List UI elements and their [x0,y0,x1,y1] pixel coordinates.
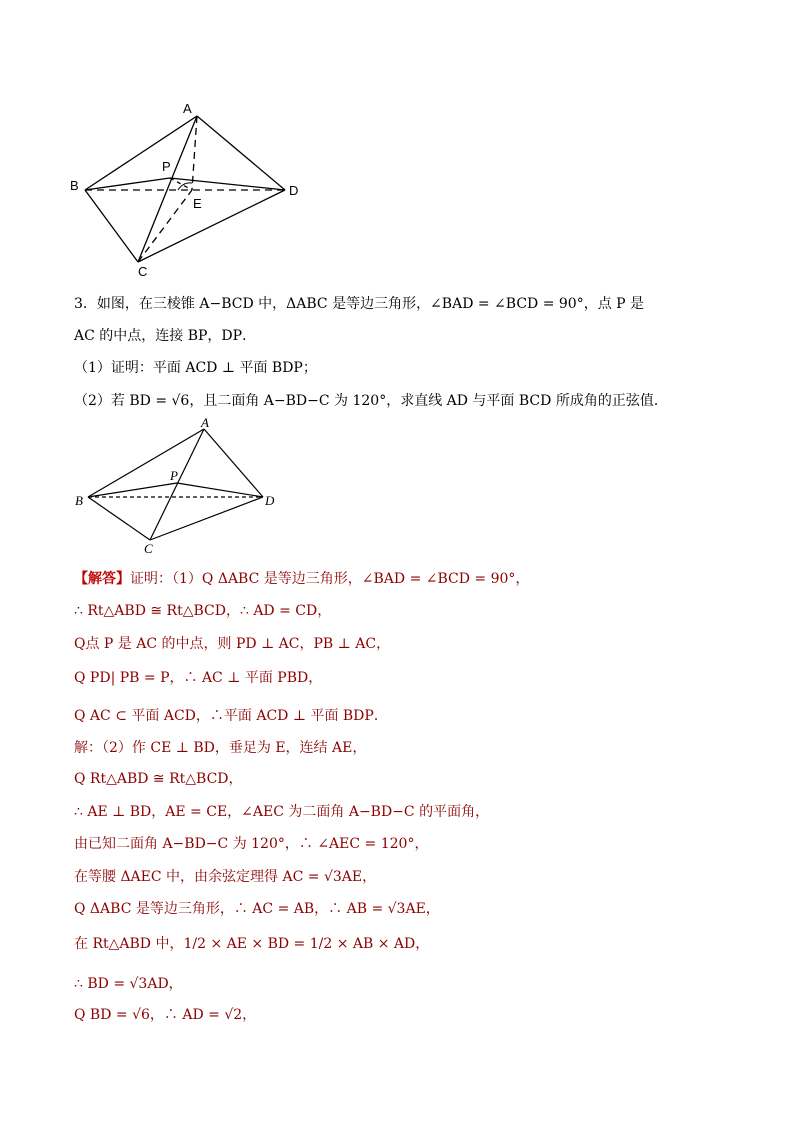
label-d: D [289,183,299,198]
edge-bc [85,190,138,262]
edge-ab [88,429,204,497]
solution-line-9: 由已知二面角 A−BD−C 为 120°，∴ ∠AEC = 120°， [74,836,429,852]
label-c: C [144,541,153,556]
label-b: B [75,493,83,508]
edge-cd [138,190,285,262]
segment-bp [88,483,177,497]
label-c: C [138,264,148,279]
edge-ac [138,116,197,262]
figure-tetrahedron-2 [70,415,290,560]
segment-bp [85,178,170,190]
segment-ce-hidden [138,190,192,262]
label-a: A [201,415,209,430]
solution-line-8: ∴ AE ⊥ BD，AE = CE，∠AEC 为二面角 A−BD−C 的平面角， [74,804,490,820]
edge-ac [150,429,204,540]
edge-bc [88,497,150,540]
label-b: B [70,178,79,193]
label-p: P [162,159,171,174]
solution-line-5: Q AC ⊂ 平面 ACD，∴平面 ACD ⊥ 平面 BDP． [74,708,388,724]
problem-line-1: 3．如图，在三棱锥 A−BCD 中，ΔABC 是等边三角形，∠BAD = ∠BCD = 90°，点 P 是 [74,296,645,312]
solution-line-11: Q ΔABC 是等边三角形，∴ AC = AB，∴ AB = √3AE， [74,901,440,917]
problem-part-1: （1）证明：平面 ACD ⊥ 平面 BDP； [74,360,317,376]
figure-tetrahedron-1 [60,95,320,285]
problem-part-2: （2）若 BD = √6，且二面角 A−BD−C 为 120°，求直线 AD 与平面 BCD 所成角的正弦值． [74,393,668,409]
solution-line-1 [74,569,529,589]
edge-cd [150,497,263,540]
edge-ad [204,429,263,497]
solution-line-2: ∴ Rt△ABD ≅ Rt△BCD，∴ AD = CD， [74,603,332,619]
answer-tag: 【解答】 [74,571,130,587]
label-p: P [170,468,178,483]
problem-line-2: AC 的中点，连接 BP，DP． [74,328,257,344]
solution-line-4: Q PD| PB = P，∴ AC ⊥ 平面 PBD， [74,670,323,686]
solution-line-7: Q Rt△ABD ≅ Rt△BCD， [74,771,243,787]
segment-pd [170,178,285,190]
edge-ad [197,116,285,190]
solution-line-3: Q点 P 是 AC 的中点，则 PD ⊥ AC，PB ⊥ AC， [74,636,391,652]
segment-pd [177,483,263,497]
solution-line-13: ∴ BD = √3AD， [74,976,183,992]
solution-line-14: Q BD = √6，∴ AD = √2， [74,1007,257,1023]
solution-line-12: 在 Rt△ABD 中，1/2 × AE × BD = 1/2 × AB × AD， [74,936,430,952]
solution-line-10: 在等腰 ΔAEC 中，由余弦定理得 AC = √3AE， [74,869,377,885]
solution-text: 证明：（1）Q ΔABC 是等边三角形，∠BAD = ∠BCD = 90°， [130,571,530,587]
label-a: A [183,101,192,116]
label-e: E [193,196,202,211]
solution-line-6: 解：（2）作 CE ⊥ BD，垂足为 E，连结 AE， [74,740,367,756]
label-d: D [265,493,275,508]
